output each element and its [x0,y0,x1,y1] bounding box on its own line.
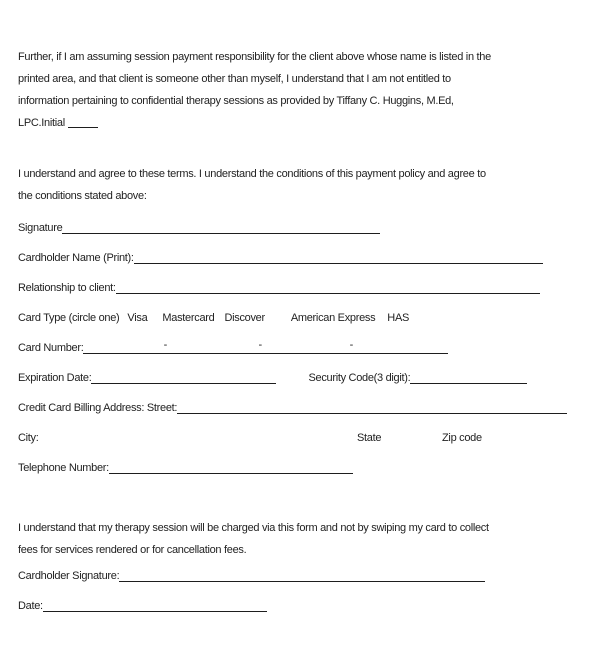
date-field[interactable] [43,595,267,612]
telephone-label: Telephone Number: [18,462,109,474]
security-code-label: Security Code(3 digit): [308,372,411,384]
billing-street-row [18,397,567,419]
card-type-option-american-express[interactable]: American Express [290,312,376,324]
initial-blank-field[interactable] [68,126,98,128]
card-type-option-discover[interactable]: Discover [224,312,265,324]
signature-label: Signature [18,222,63,234]
telephone-row [18,457,353,479]
paragraph-line: the conditions stated above: [18,190,147,202]
signature-field[interactable] [62,217,380,234]
paragraph-line: I understand and agree to these terms. I understand the conditions of this payment policy and agree to [18,168,486,180]
relationship-row [18,277,540,299]
date-row [18,595,267,617]
card-number-field[interactable] [83,337,448,354]
dash-separator: - [258,339,262,351]
city-state-zip-row [18,427,591,449]
card-type-option-visa[interactable]: Visa [127,312,148,324]
billing-street-label: Credit Card Billing Address: Street: [18,402,178,414]
card-type-row [18,307,591,329]
signature-row [18,217,380,239]
card-type-option-mastercard[interactable]: Mastercard [162,312,215,324]
expiration-security-row [18,367,527,389]
date-label: Date: [18,600,43,612]
expiration-date-field[interactable] [91,367,276,384]
dash-separator: - [163,339,168,351]
paragraph-line: I understand that my therapy session will be charged via this form and not by swiping my card to collect [18,522,489,534]
zip-code-label: Zip code [442,432,482,444]
security-code-field[interactable] [410,367,527,384]
relationship-field[interactable] [116,277,540,294]
cardholder-signature-label: Cardholder Signature: [18,570,120,582]
paragraph-line: Further, if I am assuming session payment responsibility for the client above whose name is listed in the [18,51,491,63]
cardholder-signature-row [18,565,485,587]
dash-separator: - [349,339,353,351]
assumption-paragraph [18,46,591,134]
relationship-label: Relationship to client: [18,282,116,294]
card-number-label: Card Number: [18,342,84,354]
paragraph-line: information pertaining to confidential therapy sessions as provided by Tiffany C. Huggins, M.Ed, [18,95,454,107]
paragraph-line: fees for services rendered or for cancellation fees. [18,544,247,556]
card-number-row [18,337,448,359]
initial-label: LPC.Initial [18,117,65,129]
card-type-option-has[interactable]: HAS [387,312,410,324]
agreement-paragraph [18,163,591,207]
state-label: State [357,432,382,444]
cardholder-name-row [18,247,543,269]
charge-notice-paragraph [18,517,591,561]
cardholder-signature-field[interactable] [119,565,485,582]
telephone-field[interactable] [109,457,353,474]
expiration-date-label: Expiration Date: [18,372,92,384]
billing-street-field[interactable] [177,397,567,414]
paragraph-line: printed area, and that client is someone other than myself, I understand that I am not entitled to [18,73,451,85]
city-label: City: [18,432,39,444]
initial-line [18,112,591,134]
cardholder-name-label: Cardholder Name (Print): [18,252,134,264]
cardholder-name-field[interactable] [134,247,543,264]
card-type-label: Card Type (circle one) [18,312,120,324]
